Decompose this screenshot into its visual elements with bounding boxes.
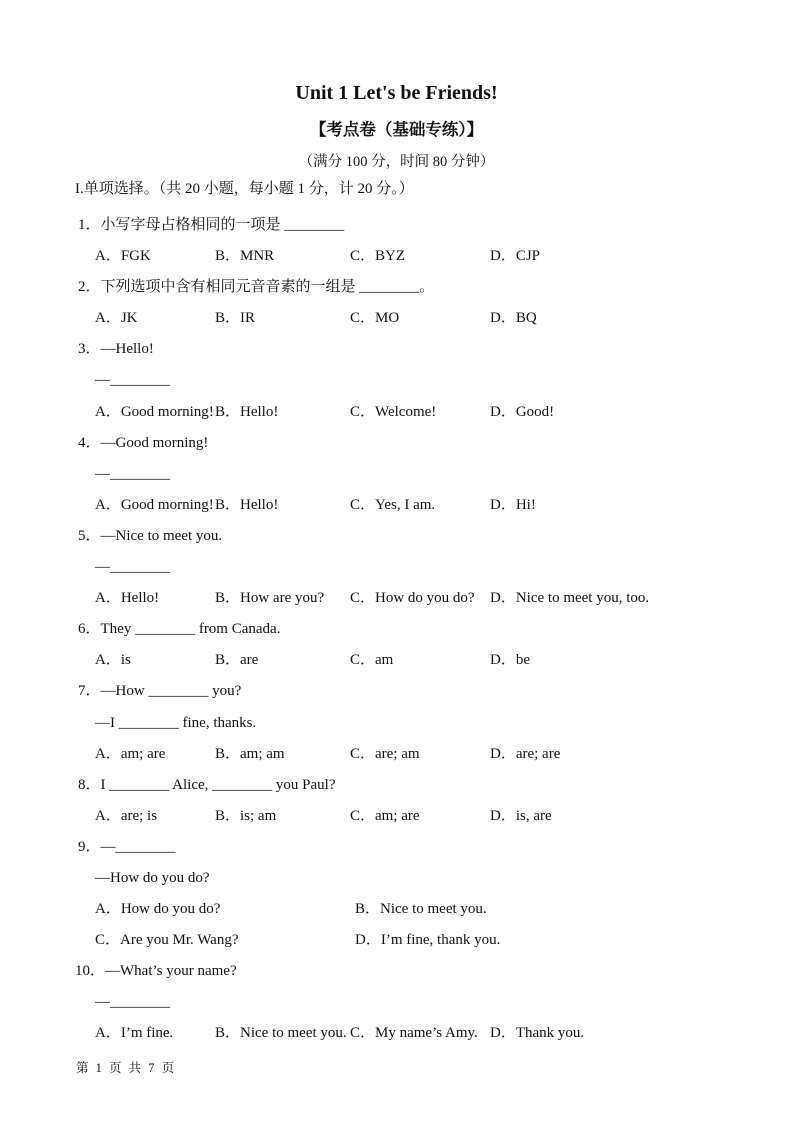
option-a: A．JK xyxy=(95,310,138,327)
option-d: D．are; are xyxy=(490,745,561,762)
question-reply-blank: —________ xyxy=(95,372,170,389)
option-c: C．BYZ xyxy=(350,248,406,265)
question-stem: 1．小写字母占格相同的一项是 ________ xyxy=(78,217,345,233)
option-b: B．am; am xyxy=(215,745,285,762)
option-d: D．CJP xyxy=(490,248,541,265)
question-5 xyxy=(75,521,735,614)
question-list xyxy=(75,210,735,1050)
option-d: D．BQ xyxy=(490,310,537,327)
options-row xyxy=(75,583,735,614)
options-row xyxy=(75,397,735,428)
option-a: A．How do you do? xyxy=(95,901,221,918)
question-stem: 2．下列选项中含有相同元音音素的一组是 ________。 xyxy=(78,279,435,296)
options-row xyxy=(75,1018,735,1049)
question-10 xyxy=(75,956,735,1049)
option-d: D．Thank you. xyxy=(490,1025,585,1042)
option-b: B．Nice to meet you. xyxy=(215,1025,347,1042)
option-d: D．be xyxy=(490,652,530,669)
question-8 xyxy=(75,770,735,832)
option-d: D．Nice to meet you, too. xyxy=(490,590,650,607)
option-c: C．am; are xyxy=(350,807,420,824)
question-stem: 8．I ________ Alice, ________ you Paul? xyxy=(78,776,336,793)
option-d: D．I’m fine, thank you. xyxy=(355,932,501,949)
option-c: C．am xyxy=(350,652,394,669)
option-b: B．Nice to meet you. xyxy=(355,901,487,918)
question-stem: 4．—Good morning! xyxy=(78,434,209,451)
option-b: B．is; am xyxy=(215,807,277,824)
options-row xyxy=(75,303,735,334)
question-7 xyxy=(75,676,735,769)
options-row xyxy=(75,739,735,770)
options-row xyxy=(75,241,735,272)
exam-info: （满分 100 分，时间 80 分钟） xyxy=(298,154,495,170)
option-c: C．Yes, I am. xyxy=(350,496,436,513)
question-4 xyxy=(75,428,735,521)
question-6 xyxy=(75,614,735,676)
options-row xyxy=(75,894,735,925)
option-c: C．My name’s Amy. xyxy=(350,1025,478,1042)
options-row xyxy=(75,645,735,676)
option-a: A．FGK xyxy=(95,248,151,265)
question-1 xyxy=(75,210,735,272)
question-reply-blank: —________ xyxy=(95,559,170,576)
option-d: D．Hi! xyxy=(490,496,536,513)
options-row xyxy=(75,490,735,521)
question-9 xyxy=(75,832,735,956)
section-heading: I.单项选择。（共 20 小题，每小题 1 分，计 20 分。） xyxy=(75,181,414,197)
option-b: B．Hello! xyxy=(215,403,279,420)
question-stem: 3．—Hello! xyxy=(78,341,154,358)
option-a: A．is xyxy=(95,652,131,669)
question-stem: 9．—________ xyxy=(78,838,176,855)
exam-subtitle: 【考点卷（基础专练）】 xyxy=(309,120,484,139)
options-row xyxy=(75,925,735,956)
option-a: A．am; are xyxy=(95,745,166,762)
option-c: C．Are you Mr. Wang? xyxy=(95,932,239,949)
question-reply-blank: —________ xyxy=(95,465,170,482)
option-b: B．Hello! xyxy=(215,496,279,513)
option-a: A．Good morning! xyxy=(95,496,214,513)
option-c: C．Welcome! xyxy=(350,403,437,420)
option-a: A．Hello! xyxy=(95,590,160,607)
option-c: C．MO xyxy=(350,310,400,327)
question-reply-blank: —________ xyxy=(95,994,170,1011)
question-stem: 10．—What’s your name? xyxy=(75,963,237,980)
option-b: B．How are you? xyxy=(215,590,325,607)
question-stem: 5．—Nice to meet you. xyxy=(78,527,223,544)
question-3 xyxy=(75,334,735,427)
option-a: A．Good morning! xyxy=(95,403,214,420)
option-b: B．MNR xyxy=(215,248,275,265)
option-a: A．are; is xyxy=(95,807,158,824)
option-d: D．is, are xyxy=(490,807,552,824)
page-footer: 第 1 页 共 7 页 xyxy=(76,1061,177,1075)
option-a: A．I’m fine. xyxy=(95,1025,174,1042)
option-b: B．are xyxy=(215,652,259,669)
page-title: Unit 1 Let's be Friends! xyxy=(295,82,498,104)
question-stem: 6．They ________ from Canada. xyxy=(78,621,281,638)
question-2 xyxy=(75,272,735,334)
option-d: D．Good! xyxy=(490,403,555,420)
options-row xyxy=(75,801,735,832)
question-reply-blank: —I ________ fine, thanks. xyxy=(95,714,257,731)
option-c: C．are; am xyxy=(350,745,420,762)
option-c: C．How do you do? xyxy=(350,590,475,607)
option-b: B．IR xyxy=(215,310,256,327)
question-stem: 7．—How ________ you? xyxy=(78,683,242,700)
question-reply: —How do you do? xyxy=(95,869,210,886)
